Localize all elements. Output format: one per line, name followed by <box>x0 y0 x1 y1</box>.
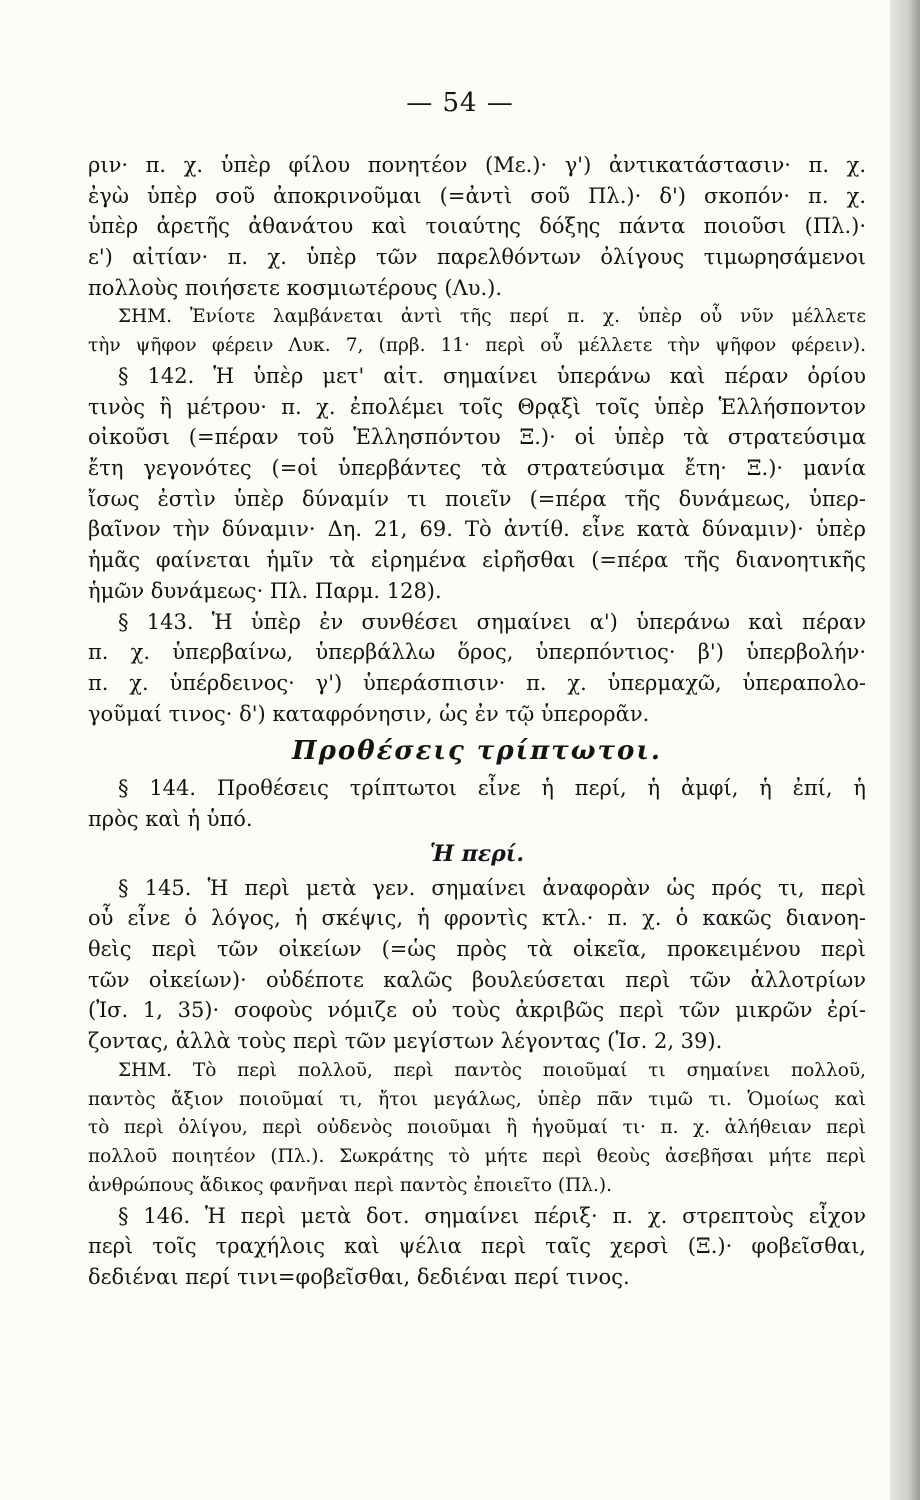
text-line: ζοντας, ἀλλὰ τοὺς περὶ τῶν μεγίστων λέγοντας (Ἰσ. 2, 39). <box>88 1029 723 1054</box>
text-line: περὶ τοῖς τραχήλοις καὶ ψέλια περὶ ταῖς χερσὶ (Ξ.)· φοβεῖσθαι, <box>88 1234 866 1259</box>
text-line: τῶν οἰκείων)· οὐδέποτε καλῶς βουλεύσεται περὶ τῶν ἀλλοτρίων <box>88 967 866 992</box>
text-line: § 145. Ἡ περὶ μετὰ γεν. σημαίνει ἀναφορὰν ὡς πρός τι, περὶ <box>118 875 866 900</box>
text-line: ριν· π. χ. ὑπὲρ φίλου πονητέον (Με.)· γ') ἀντικατάστασιν· π. χ. <box>88 153 866 177</box>
text-line: βαῖνον τὴν δύναμιν· Δη. 21, 69. Τὸ ἀντίθ. εἶνε κατὰ δύναμιν)· ὑπὲρ <box>88 517 866 542</box>
text-line: πολλοῦ ποιητέον (Πλ.). Σωκράτης τὸ μήτε περὶ θεοὺς ἀσεβῆσαι μήτε περὶ <box>88 1146 866 1168</box>
text-line: § 143. Ἡ ὑπὲρ ἐν συνθέσει σημαίνει α') ὑπεράνω καὶ πέραν <box>118 609 866 634</box>
text-line: θεὶς περὶ τῶν οἰκείων (=ὡς πρὸς τὰ οἰκεῖα, προκειμένου περὶ <box>88 937 866 962</box>
text-line: δεδιέναι περί τινι=φοβεῖσθαι, δεδιέναι περί τινος. <box>88 1265 630 1290</box>
text-line: ἴσως ἐστὶν ὑπὲρ δύναμίν τι ποιεῖν (=πέρα τῆς δυνάμεως, ὑπερ- <box>88 486 866 511</box>
text-line: ἐγὼ ὑπὲρ σοῦ ἀποκρινοῦμαι (=ἀντὶ σοῦ Πλ.)· δ') σκοπόν· π. χ. <box>88 183 866 208</box>
text-line: § 144. Προθέσεις τρίπτωτοι εἶνε ἡ περί, ἡ ἀμφί, ἡ ἐπί, ἡ <box>118 776 866 801</box>
text-line: ἡμᾶς φαίνεται ἡμῖν τὰ εἰρημένα εἰρῆσθαι (=πέρα τῆς διανοητικῆς <box>88 548 866 573</box>
text-line: π. χ. ὑπέρδεινος· γ') ὑπεράσπισιν· π. χ. ὑπερμαχῶ, ὑπεραπολο- <box>88 670 866 695</box>
text-line: παντὸς ἄξιον ποιοῦμαί τι, ἤτοι μεγάλως, ὑπὲρ πᾶν τιμῶ τι. Ὁμοίως καὶ <box>88 1088 866 1110</box>
text-line: γοῦμαί τινος· δ') καταφρόνησιν, ὡς ἐν τῷ ὑπερορᾶν. <box>88 701 650 726</box>
section-142-143 <box>88 150 866 729</box>
text-line: π. χ. ὑπερβαίνω, ὑπερβάλλω ὅρος, ὑπερπόντιος· β') ὑπερβολήν· <box>88 640 866 665</box>
text-line: πρὸς καὶ ἡ ὑπό. <box>88 806 253 831</box>
text-line: οὗ εἶνε ὁ λόγος, ἡ σκέψις, ἡ φροντὶς κτλ.· π. χ. ὁ κακῶς διανοη- <box>88 906 866 931</box>
text-line: ε') αἰτίαν· π. χ. ὑπὲρ τῶν παρελθόντων ὀλίγους τιμωρησάμενοι <box>88 245 866 270</box>
section-144 <box>88 773 866 834</box>
text-line: ὑπὲρ ἀρετῆς ἀθανάτου καὶ τοιαύτης δόξης πάντα ποιοῦσι (Πλ.)· <box>88 214 866 239</box>
text-line: ἀνθρώπους ἄδικος φανῆναι περὶ παντὸς ἐποιεῖτο (Πλ.). <box>88 1174 612 1196</box>
text-line: τινὸς ἢ μέτρου· π. χ. ἐπολέμει τοῖς Θρᾳξὶ τοῖς ὑπὲρ Ἑλλήσποντον <box>88 394 866 419</box>
text-line: ΣΗΜ. Τὸ περὶ πολλοῦ, περὶ παντὸς ποιοῦμαί τι σημαίνει πολλοῦ, <box>118 1059 866 1081</box>
text-line: πολλοὺς ποιήσετε κοσμιωτέρους (Λυ.). <box>88 275 503 300</box>
text-line: § 146. Ἡ περὶ μετὰ δοτ. σημαίνει πέριξ· π. χ. στρεπτοὺς εἶχον <box>118 1203 866 1228</box>
text-line: (Ἰσ. 1, 35)· σοφοὺς νόμιζε οὐ τοὺς ἀκριβῶς περὶ τῶν μικρῶν ἐρί- <box>88 998 866 1023</box>
text-line: ἡμῶν δυνάμεως· Πλ. Παρμ. 128). <box>88 578 442 603</box>
text-line: ἔτη γεγονότες (=οἱ ὑπερβάντες τὰ στρατεύσιμα ἔτη· Ξ.)· μανία <box>88 456 866 481</box>
text-line: οἰκοῦσι (=πέραν τοῦ Ἑλλησπόντου Ξ.)· οἱ ὑπὲρ τὰ στρατεύσιμα <box>88 425 866 450</box>
page-edge-shadow <box>890 0 920 1500</box>
section-heading-peri: Ἡ περί. <box>429 840 525 867</box>
page-number: — 54 — <box>406 88 514 118</box>
text-line: ΣΗΜ. Ἐνίοτε λαμβάνεται ἀντὶ τῆς περί π. χ. ὑπὲρ οὗ νῦν μέλλετε <box>118 306 866 328</box>
text-line: § 142. Ἡ ὑπὲρ μετ' αἰτ. σημαίνει ὑπεράνω καὶ πέραν ὁρίου <box>118 364 866 389</box>
page-body <box>88 150 866 1293</box>
section-heading-trip-totoi: Προθέσεις τρίπτωτοι. <box>292 736 662 767</box>
text-line: τὴν ψῆφον φέρειν Λυκ. 7, (πρβ. 11· περὶ οὗ μέλλετε τὴν ψῆφον φέρειν). <box>88 335 866 357</box>
text-line: τὸ περὶ ὀλίγου, περὶ οὐδενὸς ποιοῦμαι ἢ ἡγοῦμαί τι· π. χ. ἀλήθειαν περὶ <box>88 1117 866 1139</box>
section-145-146 <box>88 873 866 1293</box>
